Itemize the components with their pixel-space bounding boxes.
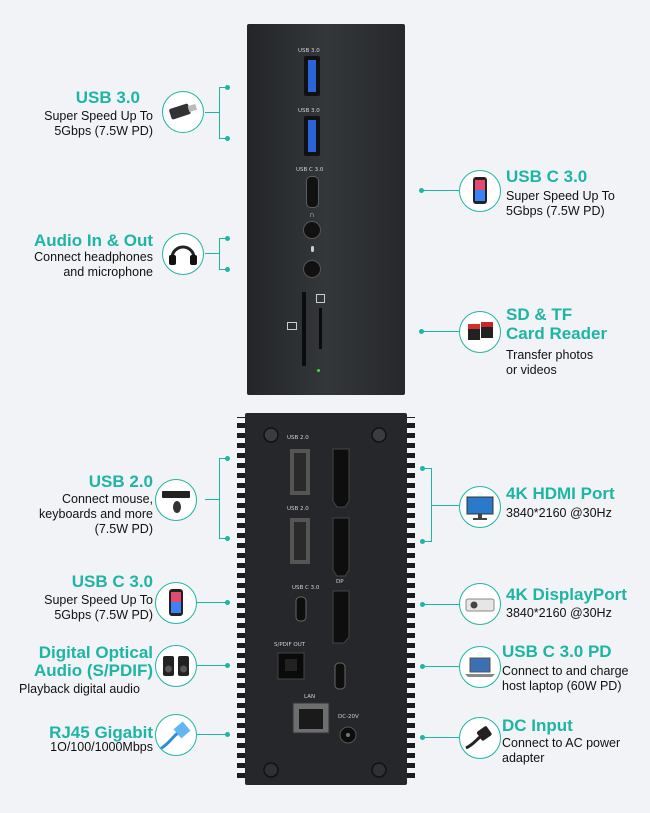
usbc30-front-desc-2: 5Gbps (7.5W PD): [506, 204, 605, 218]
audio-in-jack: [303, 260, 321, 278]
mic-icon: [311, 246, 314, 252]
optical-title-2: Audio (S/PDIF): [34, 661, 153, 680]
usbc30-front-title: USB C 3.0: [506, 167, 588, 186]
smartphone-icon: [459, 170, 501, 212]
headphone-icon: ∩: [309, 210, 315, 219]
usb30-desc-1: Super Speed Up To: [44, 109, 153, 123]
status-led: [317, 369, 320, 372]
sdtf-title-2: Card Reader: [506, 324, 608, 343]
front-usb30-port-2: [304, 116, 320, 156]
back-dc-label: DC-20V: [338, 714, 359, 720]
usbc30-back-desc-2: 5Gbps (7.5W PD): [54, 608, 153, 622]
monitor-icon: [459, 486, 501, 528]
dc-desc-1: Connect to AC power: [502, 736, 621, 750]
audio-desc-1: Connect headphones: [34, 250, 153, 264]
back-spdif-label: S/PDIF OUT: [274, 642, 306, 648]
smartphone-icon: [155, 582, 197, 624]
usbc30-front-desc-1: Super Speed Up To: [506, 189, 615, 203]
usb-flash-drive-icon: [162, 91, 204, 133]
usbc30-back-desc-1: Super Speed Up To: [44, 593, 153, 607]
tf-card-icon: [287, 322, 297, 330]
back-lan-label: LAN: [304, 694, 316, 700]
hdmi-desc-1: 3840*2160 @30Hz: [506, 506, 612, 520]
sd-card-slot: [302, 292, 306, 366]
back-usbc-label: USB C 3.0: [292, 585, 320, 591]
audio-out-jack: [303, 221, 321, 239]
projector-icon: [459, 583, 501, 625]
usb20-desc-3: (7.5W PD): [94, 522, 153, 536]
tf-card-slot: [319, 308, 322, 349]
sd-card-icon: [316, 294, 325, 303]
usb30-title: USB 3.0: [75, 88, 140, 107]
front-usb30-label-1: USB 3.0: [298, 48, 320, 54]
usbc30pd-desc-1: Connect to and charge: [502, 664, 629, 678]
ethernet-cable-icon: [155, 714, 197, 756]
usb20-title: USB 2.0: [88, 472, 153, 491]
rj45-title: RJ45 Gigabit: [49, 723, 153, 742]
usb20-desc-1: Connect mouse,: [61, 492, 153, 506]
sdtf-desc-1: Transfer photos: [506, 348, 594, 362]
back-panel: [237, 413, 415, 785]
headphones-icon: [162, 233, 204, 275]
optical-desc-1: Playback digital audio: [19, 682, 140, 696]
speakers-icon: [155, 645, 197, 687]
laptop-icon: [459, 646, 501, 688]
usbc30pd-desc-2: host laptop (60W PD): [502, 679, 622, 693]
optical-title-1: Digital Optical: [38, 643, 153, 662]
usbc30-back-title: USB C 3.0: [71, 572, 153, 591]
back-usb20-label-2: USB 2.0: [287, 506, 309, 512]
usb20-desc-2: keyboards and more: [39, 507, 153, 521]
back-usb20-label-1: USB 2.0: [287, 435, 309, 441]
sdtf-title-1: SD & TF: [506, 305, 573, 324]
dc-desc-2: adapter: [502, 751, 545, 765]
rj45-desc-1: 1O/100/1000Mbps: [50, 740, 153, 754]
front-usb30-port-1: [304, 56, 320, 96]
audio-title: Audio In & Out: [34, 231, 153, 250]
hdmi-title: 4K HDMI Port: [506, 484, 615, 503]
back-dp-label: DP: [336, 579, 344, 585]
back-panel-body: [237, 413, 415, 785]
memory-card-icon: [459, 311, 501, 353]
dp-desc-1: 3840*2160 @30Hz: [506, 606, 612, 620]
front-usb30-label-2: USB 3.0: [298, 108, 320, 114]
front-usbc-label: USB C 3.0: [296, 167, 324, 173]
front-usbc-port: [306, 176, 319, 208]
power-plug-icon: [459, 717, 501, 759]
dp-title: 4K DisplayPort: [506, 585, 627, 604]
usbc30pd-title: USB C 3.0 PD: [502, 642, 612, 661]
keyboard-mouse-icon: [155, 479, 197, 521]
audio-desc-2: and microphone: [63, 265, 153, 279]
sdtf-desc-2: or videos: [506, 363, 557, 377]
usb30-desc-2: 5Gbps (7.5W PD): [54, 124, 153, 138]
dc-title: DC Input: [502, 716, 573, 735]
front-panel: [247, 24, 405, 395]
